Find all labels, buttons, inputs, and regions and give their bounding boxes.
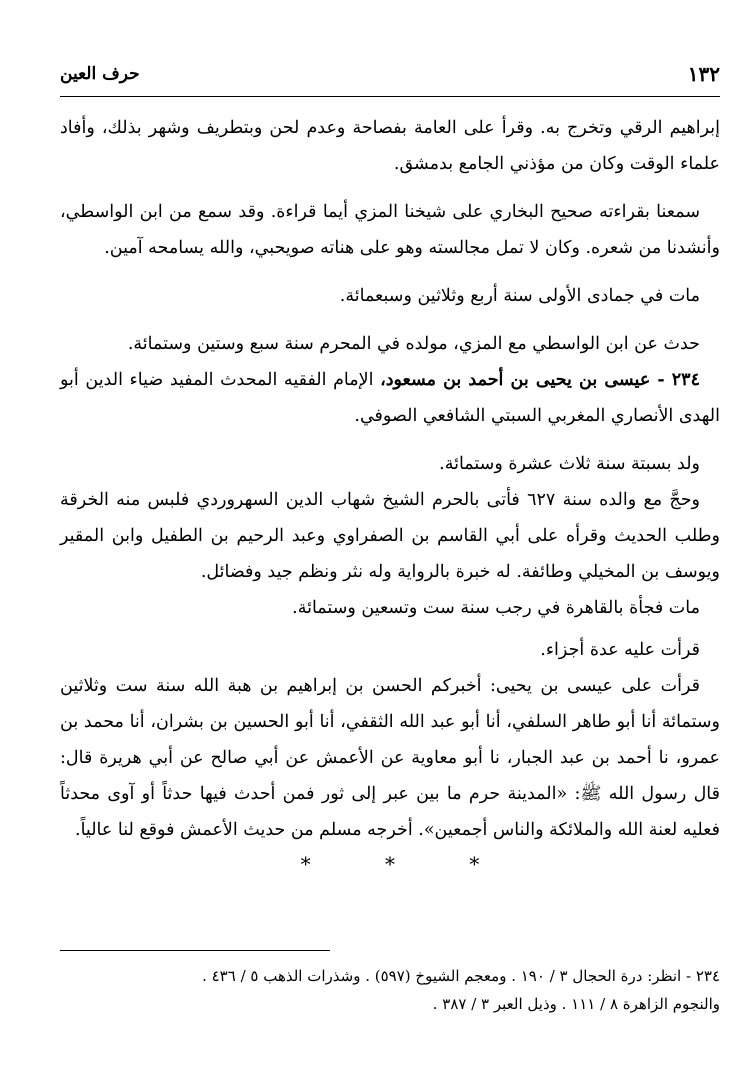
book-page <box>60 0 720 1089</box>
main-text <box>60 110 720 876</box>
entry-paragraph <box>60 362 720 434</box>
paragraph: مات فجأة بالقاهرة في رجب سنة ست وتسعين وستمائة. <box>292 598 700 618</box>
paragraph: إبراهيم الرقي وتخرج به. وقرأ على العامة بفصاحة وعدم لحن وبتطريف وشهر بذلك، وأفاد علماء الوقت وكان من مؤذني الجامع بدمشق. <box>60 118 720 174</box>
footnote-line: ٢٣٤ - انظر: درة الحجال ٣ / ١٩٠ . ومعجم الشيوخ (٥٩٧) . وشذرات الذهب ٥ / ٤٣٦ . <box>202 967 720 985</box>
page-header <box>60 62 720 92</box>
header-rule <box>60 96 720 97</box>
entry-description: الإمام الفقيه المحدث المفيد ضياء الدين أبو الهدى الأنصاري المغربي السبتي الشافعي الصوفي. <box>60 370 720 426</box>
paragraph: وحجَّ مع والده سنة ٦٢٧ فأتى بالحرم الشيخ شهاب الدين السهروردي فلبس منه الخرقة وطلب الحديث وقرأه على أبي القاسم بن الصفراوي وعبد الرحيم بن الطفيل وابن المقير ويوسف بن المخيلي وطائفة. له خبرة بالرواية وله نثر ونظم جيد وفضائل. <box>60 490 720 582</box>
paragraph: مات في جمادى الأولى سنة أربع وثلاثين وسبعمائة. <box>339 286 700 306</box>
paragraph: سمعنا بقراءته صحيح البخاري على شيخنا المزي أيما قراءة. وقد سمع من ابن الواسطي، وأنشدنا من شعره. وكان لا تمل مجالسته وهو على هناته صويحبي، والله يسامحه آمين. <box>60 202 720 258</box>
paragraph: ولد بسبتة سنة ثلاث عشرة وستمائة. <box>439 454 700 474</box>
section-separator: * * * <box>300 852 514 876</box>
chapter-title: حرف العين <box>60 64 140 84</box>
paragraph: حدث عن ابن الواسطي مع المزي، مولده في المحرم سنة سبع وستين وستمائة. <box>127 334 700 354</box>
page-number: ١٣٢ <box>687 62 720 86</box>
entry-heading: ٢٣٤ - عيسى بن يحيى بن أحمد بن مسعود، <box>380 370 700 390</box>
hadith-paragraph: قرأت على عيسى بن يحيى: أخبركم الحسن بن إبراهيم بن هبة الله سنة ست وثلاثين وستمائة أنا أبو طاهر السلفي، أنا أبو عبد الله الثقفي، أنا أبو الحسين بن بشران، أنا محمد بن عمرو، نا أحمد بن عبد الجبار، نا أبو معاوية عن الأعمش عن أبي صالح عن أبي هريرة قال: قال رسول الله ﷺ: «المدينة حرم ما بين عبر إلى ثور فمن أحدث فيها حدثاً أو آوى محدثاً فعليه لعنة الله والملائكة والناس أجمعين». أخرجه مسلم من حديث الأعمش فوقع لنا عالياً. <box>60 676 720 840</box>
footnote-rule <box>60 950 330 951</box>
footnotes <box>60 962 720 1018</box>
paragraph: قرأت عليه عدة أجزاء. <box>540 640 700 660</box>
footnote-line: والنجوم الزاهرة ٨ / ١١١ . وذيل العبر ٣ / ٣٨٧ . <box>432 995 720 1013</box>
